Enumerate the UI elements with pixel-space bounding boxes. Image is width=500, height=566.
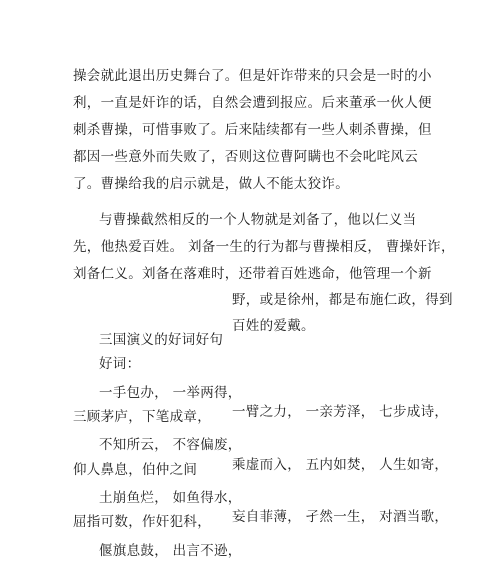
paragraph-1-line-4: 都因一些意外而失败了，否则这位曹阿瞒也不会叱咤风云 [73, 149, 418, 165]
left-column-line-6: 屈指可数，作奸犯科， [73, 514, 211, 530]
paragraph-2-line-3: 刘备仁义。刘备在落难时，还带着百姓逃命，他管理一个新 [73, 266, 432, 282]
section-heading: 三国演义的好词好句 [99, 332, 224, 348]
paragraph-1-line-5: 了。曹操给我的启示就是，做人不能太狡诈。 [73, 176, 349, 192]
paragraph-2-line-2: 先，他热爱百姓。 刘备一生的行为都与曹操相反， 曹操奸诈， [73, 239, 455, 255]
paragraph-2-line-1: 与曹操截然相反的一个人物就是刘备了，他以仁义当 [99, 212, 417, 228]
section-subheading: 好词： [99, 356, 141, 372]
right-column-line-1: 一臂之力， 一亲芳泽， 七步成诗， [232, 404, 449, 420]
paragraph-2-right-line-1: 野，或是徐州，都是布施仁政，得到 [232, 292, 453, 308]
left-column-line-2: 三顾茅庐，下笔成章， [73, 409, 211, 425]
left-column-line-4: 仰人鼻息，伯仲之间 [73, 462, 198, 478]
paragraph-1-line-1: 操会就此退出历史舞台了。但是奸诈带来的只会是一时的小 [73, 68, 432, 84]
paragraph-1-line-2: 利，一直是奸诈的话，自然会遭到报应。后来董承一伙人便 [73, 95, 432, 111]
left-column-line-3: 不知所云， 不容偏废， [99, 437, 242, 453]
left-column-line-7: 偃旗息鼓， 出言不逊， [99, 543, 242, 559]
paragraph-2-right-line-2: 百姓的爱戴。 [232, 318, 315, 334]
right-column-line-2: 乘虚而入， 五内如焚， 人生如寄， [232, 457, 449, 473]
paragraph-1-line-3: 刺杀曹操，可惜事败了。后来陆续都有一些人刺杀曹操，但 [73, 122, 432, 138]
left-column-line-5: 土崩鱼烂， 如鱼得水， [99, 490, 242, 506]
right-column-line-3: 妄自菲薄， 孑然一生， 对酒当歌， [232, 509, 449, 525]
left-column-line-1: 一手包办， 一举两得， [99, 385, 242, 401]
